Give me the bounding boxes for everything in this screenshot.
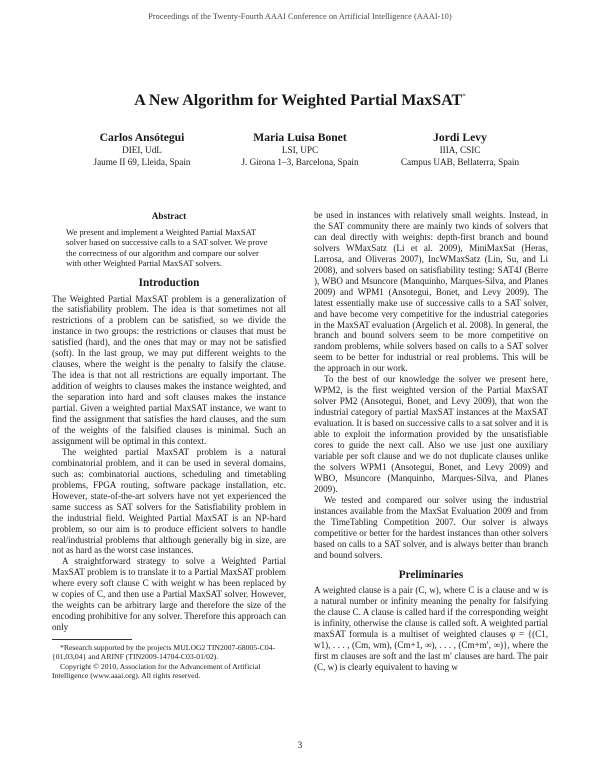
abstract-text: We present and implement a Weighted Partial MaxSAT solver based on successive calls to a SAT solver. We prove the correctness of our algorithm and compare our solver with other Weighted Partial MaxSAT solvers. [66,226,268,269]
author-affiliation: DIEI, UdL [122,145,162,155]
funding-footnote: *Research supported by the projects MULOG2 TIN2007-68005-C04-{01,03,04} and ARINF (TIN2009-14704-C03-01/02). [52,643,276,662]
page-number: 3 [297,740,303,750]
footnote-divider [52,639,132,640]
right-paragraph-2: To the best of our knowledge the solver we present here, WPM2, is the first weighted version of the Partial MaxSAT solver PM2 (Ansotegui, Bonet, and Levy 2009), that won the industrial category of partial MaxSAT instances at the MaxSAT evaluation. It is based on successive calls to a sat solver and it is able to exploit the information provided by the unsatisfiable cores to guide the next call. Also we use just one auxiliary variable per soft clause and we do not duplicate clauses unlike the solvers WPM1 (Ansotegui, Bonet, and Levy 2009) and WBO, Msuncore (Manquinho, Marques-Silva, and Planes 2009). [314,374,548,494]
intro-paragraph-2: The weighted partial MaxSAT problem is a natural combinatorial problem, and it can be used in several domains, such as: combinatorial auctions, scheduling and timetabling problems, FPGA routing, software package installation, etc. However, state-of-the-art solvers have not yet experienced the same success as SAT solvers for the Satisfiability problem in the industrial field. Weighted Partial MaxSAT is an NP-hard problem, so our aim is to produce efficient solvers to handle real/industrial problems that although generally big in size, are not as hard as the worst case instances. [52,446,286,556]
right-paragraph-3: We tested and compared our solver using the industrial instances available from the MaxSat Evaluation 2009 and from the TimeTabling Competition 2007. Our solver is always competitive or better for the hardest instances than other solvers based on calls to a SAT solver, and is always better than branch and bound solvers. [314,494,548,560]
right-paragraph-1: be used in instances with relatively small weights. Instead, in the SAT community there are mainly two kinds of solvers that can deal directly with weights: depth-first branch and bound solvers WMaxSatz (Li et al. 2009), MiniMaxSat (Heras, Larrosa, and Oliveras 2007), IncWMaxSatz (Lin, Su, and Li 2008), and solvers based on satisfiability testing: SAT4J (Berre ), WBO and Msuncore (Manquinho, Marques-Silva, and Planes 2009) and WPM1 (Ansotegui, Bonet, and Levy 2009). The latest essentially make use of successive calls to a SAT solver, and have become very competitive for the industrial categories in the MaxSAT evaluation (Argelich et al. 2008). In general, the branch and bound solvers seem to be more competitive on random problems, while solvers based on calls to a SAT solver seem to be better for industrial or real problems. This will be the approach in our work. [314,210,548,374]
right-column [314,210,548,673]
preliminaries-heading: Preliminaries [398,568,464,581]
author-affiliation: IIIA, CSIC [439,145,481,155]
left-column [52,210,286,680]
author-2 [218,131,382,168]
author-name: Carlos Ansótegui [99,131,185,144]
intro-paragraph-3: A straightforward strategy to solve a Weighted Partial MaxSAT problem is to translate it to a Partial MaxSAT problem where every soft clause C with weight w has been replaced by w copies of C, and then use a Partial MaxSAT solver. However, the weights can be arbitrary large and therefore the size of the encoding prohibitive for any solver. Therefore this approach can only [52,556,286,633]
author-address: Jaume II 69, Lleida, Spain [93,156,191,167]
running-head: Proceedings of the Twenty-Fourth AAAI Conference on Artificial Intelligence (AAAI-10) [148,12,452,21]
author-affiliation: LSI, UPC [281,145,319,155]
author-name: Maria Luisa Bonet [253,131,347,144]
abstract-heading: Abstract [151,212,187,222]
author-3 [378,131,542,168]
introduction-heading: Introduction [138,276,200,289]
title-footnote-mark: * [462,92,466,101]
author-name: Jordi Levy [433,131,487,144]
author-address: Campus UAB, Bellaterra, Spain [400,156,520,167]
intro-paragraph-1: The Weighted Partial MaxSAT problem is a generalization of the satisfiability problem. The idea is that sometimes not all restrictions of a problem can be satisfied, so we divide the instance in two groups: the restrictions or clauses that must be satisfied (hard), and the ones that may or may not be satisfied (soft). In the last group, we may put different weights to the clauses, where the weight is the penalty to falsify the clause. The idea is that not all restrictions are equally important. The addition of weights to clauses makes the instance weighted, and the separation into hard and soft clauses makes the instance partial. Given a weighted partial MaxSAT instance, we want to find the assignment that satisfies the hard clauses, and the sum of the weights of the falsified clauses is minimal. Such an assignment will be optimal in this context. [52,293,286,446]
title-text: A New Algorithm for Weighted Partial MaxSAT [134,92,463,109]
author-address: J. Girona 1–3, Barcelona, Spain [241,156,359,167]
preliminaries-paragraph-1: A weighted clause is a pair (C, w), where C is a clause and w is a natural number or infinity meaning the penalty for falsifying the clause C. A clause is called hard if the corresponding weight is infinity, otherwise the clause is called soft. A weighted partial maxSAT formula is a multiset of weighted clauses φ = {(C1, w1), . . . , (Cm, wm), (Cm+1, ∞), . . . , (Cm+m′, ∞)}, where the first m clauses are soft and the last m′ clauses are hard. The pair (C, w) is clearly equivalent to having w [314,585,548,673]
copyright-footnote: Copyright © 2010, Association for the Advancement of Artificial Intelligence (www.aaai.org). All rights reserved. [52,661,261,680]
paper-title [0,92,600,110]
author-1 [62,131,222,168]
